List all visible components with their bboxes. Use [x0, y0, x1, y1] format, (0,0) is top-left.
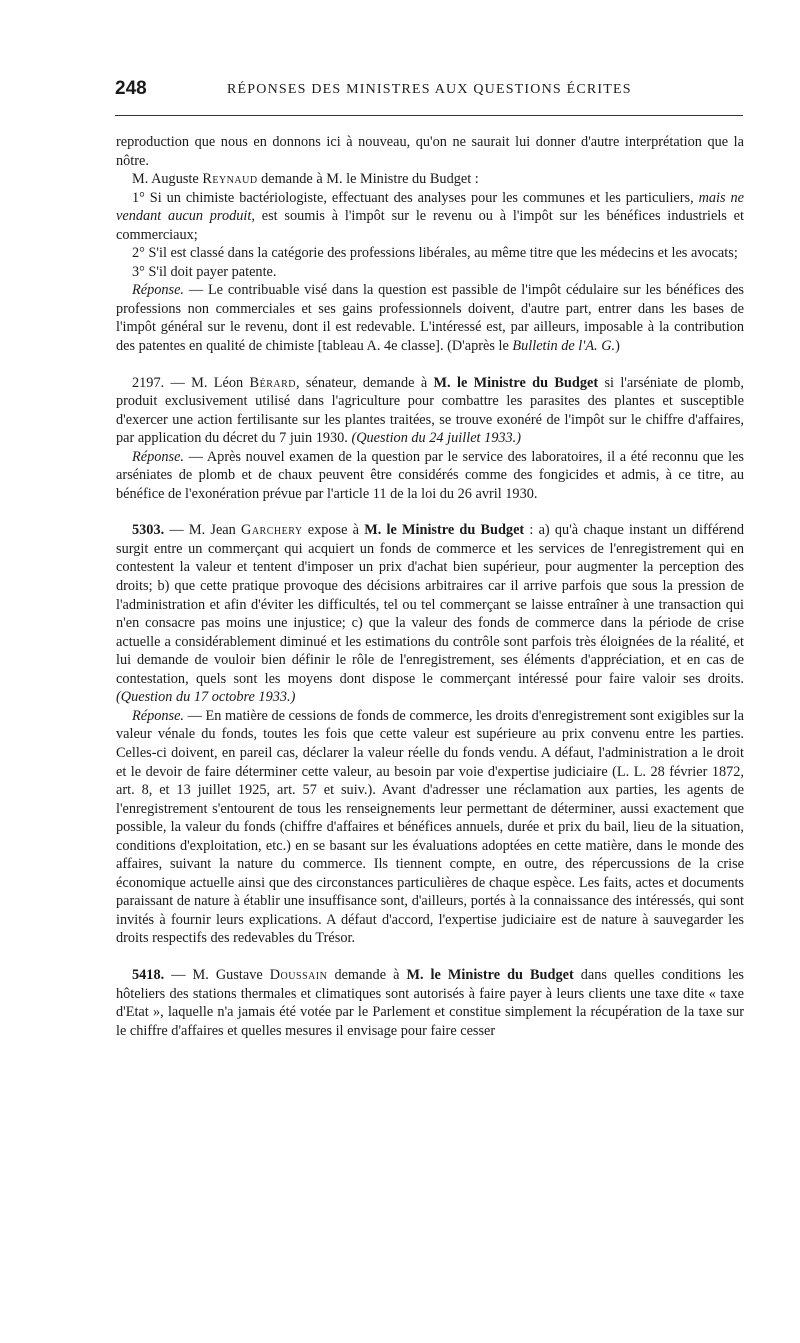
deputy-name: Reynaud: [202, 171, 258, 188]
text-run: ): [615, 338, 620, 355]
answer-5303: [116, 707, 744, 948]
text-run: — M. Léon: [164, 374, 250, 391]
question-5303: [116, 521, 744, 706]
page-number: 248: [115, 78, 147, 99]
question-item-1: [116, 189, 744, 245]
question-number: 5303.: [132, 522, 165, 539]
deputy-name: Garchery: [241, 522, 303, 539]
text-run: M. Auguste: [132, 171, 203, 188]
paragraph-continuation: reproduction que nous en donnons ici à nouveau, qu'on ne saurait lui donner d'autre interprétation que la nôtre.: [116, 134, 744, 169]
question-date: (Question du 17 octobre 1933.): [116, 689, 296, 706]
text-run: — Le contribuable visé dans la question est passible de l'impôt cédulaire sur les bénéfices des professions non commerciales et ses gains professionnels doivent, d'autre part, entrer dans les bases de l'impôt général sur le revenu, dont il est redevable. L'intéressé est, par ailleurs, imposable à la contribution des patentes en qualité de chimiste [tableau A. 4e classe]. (D'après le: [116, 282, 744, 355]
answer-label: Réponse.: [132, 282, 185, 299]
text-run: 1° Si un chimiste bactériologiste, effectuant des analyses pour les communes et les particuliers,: [132, 189, 699, 206]
text-run: — M. Jean: [164, 522, 241, 539]
question-number: 5418.: [132, 966, 165, 983]
answer-2197: [116, 448, 744, 504]
text-run: — M. Gustave: [164, 966, 270, 983]
text-run: , sénateur, demande à: [295, 374, 434, 391]
question-date: (Question du 24 juillet 1933.): [351, 430, 522, 447]
section-gap: [116, 948, 744, 966]
question-reynaud-intro: [116, 170, 744, 189]
text-run: demande à: [327, 966, 407, 983]
source-reference: Bulletin de l'A. G.: [512, 338, 616, 355]
text-run: dans quelles conditions les hôteliers des stations thermales et climatiques sont autorisés à faire payer à leurs clients une taxe dite « taxe d'Etat », laquelle n'a jamais été votée par le Parlement et constitue simplement la récupération de la taxe sur le chiffre d'affaires et quelles mesures il envisage pour faire cesser: [116, 966, 744, 1039]
minister-name: M. le Ministre du Budget: [364, 522, 525, 539]
text-run: — Après nouvel examen de la question par le service des laboratoires, il a été reconnu que les arséniates de plomb et de chaux peuvent être considérés comme des fongicides et admis, à ce titre, au bénéfice de l'exonération prévue par l'article 11 de la loi du 26 avril 1930.: [116, 448, 744, 502]
header-rule: [115, 115, 743, 116]
answer-label: Réponse.: [132, 448, 185, 465]
minister-name: M. le Ministre du Budget: [406, 966, 574, 983]
section-gap: [116, 503, 744, 521]
question-item-2: 2° S'il est classé dans la catégorie des professions libérales, au même titre que les médecins et les avocats;: [132, 245, 738, 262]
page-header: [115, 78, 743, 106]
senator-name: Bérard: [249, 374, 296, 391]
text-run: si l'arséniate de plomb, produit exclusivement utilisé dans l'agriculture pour combattre les parasites des plantes et susceptible d'exercer une action fertilisante sur les plantes traitées, se trouve exonéré de l'impôt sur le chiffre d'affaires, par application du décret du 7 juin 1930.: [116, 374, 744, 447]
running-title: RÉPONSES DES MINISTRES AUX QUESTIONS ÉCRITES: [227, 82, 632, 97]
answer-label: Réponse.: [132, 707, 185, 724]
answer-reynaud: [116, 281, 744, 355]
question-item-3: 3° S'il doit payer patente.: [132, 263, 277, 280]
question-5418: [116, 966, 744, 1040]
minister-name: M. le Ministre du Budget: [433, 374, 599, 391]
question-2197: [116, 374, 744, 448]
emphasis: mais ne vendant aucun produit: [116, 189, 744, 225]
question-number: 2197.: [132, 374, 165, 391]
text-run: : a) qu'à chaque instant un différend surgit entre un commerçant qui acquiert un fonds de commerce et les services de l'enregistrement qui en contestent la valeur et tentent d'imposer un prix d'achat bien supérieur, pour augmenter la perception des droits; b) que cette pratique provoque des décisions arbitraires car il arrive parfois que sous la pression de l'administration et afin d'éviter les difficultés, tel ou tel commerçant se laisse entraîner à une transaction qui n'en consacre pas moins une injustice; c) que la valeur des fonds de commerce dans la période de crise actuelle a considérablement diminué et les estimations du contrôle sont parfois très éloignées de la réalité, et lui demande de vouloir bien définir le rôle de l'enregistrement, ses éléments d'appréciation, et en cas de contestation, quels sont les moyens dont dispose le commerçant intéressé pour faire valoir ses droits.: [116, 522, 744, 687]
text-run: , est soumis à l'impôt sur le revenu ou à l'impôt sur les bénéfices industriels et commerciaux;: [116, 208, 744, 243]
deputy-name: Doussain: [269, 966, 328, 983]
text-run: demande à M. le Ministre du Budget :: [257, 171, 479, 188]
section-gap: [116, 356, 744, 374]
page-body: [116, 133, 744, 1040]
text-run: expose à: [302, 522, 365, 539]
text-run: — En matière de cessions de fonds de commerce, les droits d'enregistrement sont exigibles sur la valeur vénale du fonds, toutes les fois que cette valeur est supérieure au prix convenu entre les parties. Celles-ci doivent, en pareil cas, déclarer la valeur réelle du fonds vendu. A défaut, l'administration a le droit et le devoir de faire déterminer cette valeur, au besoin par voie d'expertise judiciaire (L. L. 28 février 1872, art. 8, et 13 juillet 1925, art. 57 et suiv.). Avant d'adresser une réclamation aux parties, les agents de l'enregistrement s'entourent de tous les renseignements leur permettant de déterminer, aussi exactement que possible, la valeur du fonds (chiffre d'affaires et bénéfices annuels, durée et prix du bail, lieu de la situation, conditions d'exploitation, etc.) en se basant sur les évaluations adoptées en cette matière, dans le monde des affaires, suivant la nature du commerce. Ils tiennent compte, en outre, des répercussions de la crise économique actuelle ainsi que des circonstances particulières de chaque espèce. Les faits, actes et documents paraissant de nature à établir une insuffisance sont, d'ailleurs, portés à la connaissance des intéressés, qui sont invités à fournir leurs explications. A défaut d'accord, l'expertise judiciaire est de nature à sauvegarder les droits respectifs des redevables du Trésor.: [116, 707, 744, 947]
